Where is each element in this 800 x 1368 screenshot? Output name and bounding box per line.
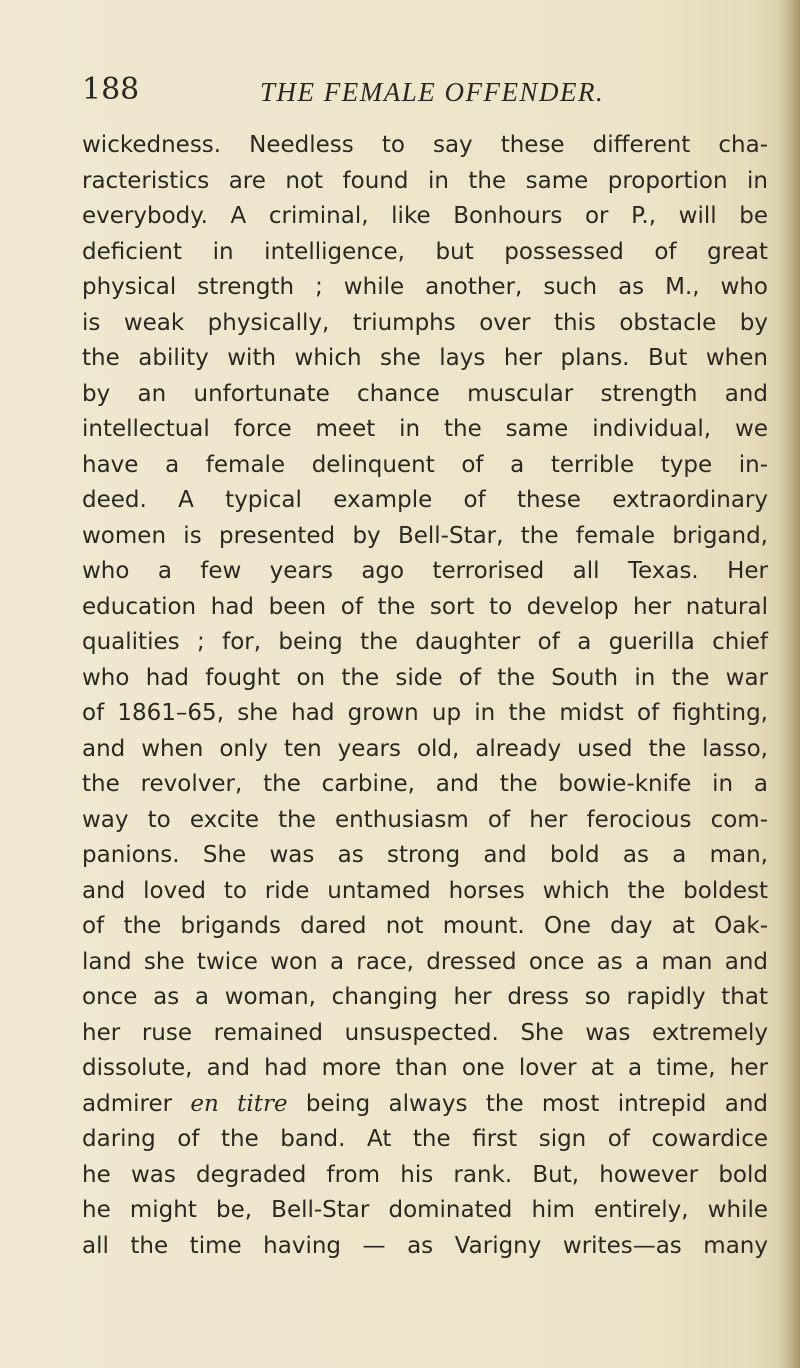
text-line: qualities ; for, being the daughter of a guerilla chief [82, 629, 768, 655]
running-head: THE FEMALE OFFENDER. [260, 77, 605, 107]
text-line-with-italic [82, 1087, 768, 1123]
text-line: who a few years ago terrorised all Texas. Her [82, 558, 768, 584]
page-edge-shadow [778, 0, 800, 1368]
page-header [82, 70, 772, 114]
text-line: of 1861–65, she had grown up in the midst of fighting, [82, 700, 768, 726]
text-line: dissolute, and had more than one lover at a time, her [82, 1055, 768, 1081]
page-number: 188 [82, 72, 140, 107]
text-line: and when only ten years old, already used the lasso, [82, 735, 768, 762]
text-line: everybody. A criminal, like Bonhours or P., will be [82, 203, 768, 229]
text-line: wickedness. Needless to say these different cha- [82, 132, 768, 158]
text-line: education had been of the sort to develop her natural [82, 593, 768, 620]
text-line: her ruse remained unsuspected. She was extremely [82, 1019, 768, 1046]
text-segment: admirer [82, 1090, 191, 1117]
text-line: women is presented by Bell-Star, the female brigand, [82, 522, 768, 549]
text-line: daring of the band. At the first sign of cowardice [82, 1126, 768, 1152]
text-line: all the time having — as Varigny writes—as many [82, 1232, 768, 1259]
text-line: of the brigands dared not mount. One day at Oak- [82, 913, 768, 939]
text-line: he was degraded from his rank. But, however bold [82, 1161, 768, 1188]
text-line: he might be, Bell-Star dominated him entirely, while [82, 1197, 768, 1223]
text-line: by an unfortunate chance muscular strength and [82, 380, 768, 407]
text-line: is weak physically, triumphs over this obstacle by [82, 309, 768, 336]
text-line: deed. A typical example of these extraordinary [82, 487, 768, 513]
text-line: land she twice won a race, dressed once as a man and [82, 948, 768, 975]
italic-phrase: en titre [190, 1090, 288, 1117]
text-line: who had fought on the side of the South in the war [82, 664, 768, 691]
text-segment: being always the most intrepid and [287, 1090, 768, 1117]
text-line: the revolver, the carbine, and the bowie-knife in a [82, 771, 768, 797]
text-line: have a female delinquent of a terrible type in- [82, 451, 768, 478]
text-line: deficient in intelligence, but possessed of great [82, 238, 768, 265]
text-line: and loved to ride untamed horses which the boldest [82, 877, 768, 904]
text-line: physical strength ; while another, such as M., who [82, 274, 768, 300]
text-line: once as a woman, changing her dress so rapidly that [82, 984, 768, 1010]
text-line: racteristics are not found in the same proportion in [82, 167, 768, 194]
text-line: intellectual force meet in the same individual, we [82, 416, 768, 442]
text-line: way to excite the enthusiasm of her ferocious com- [82, 806, 768, 833]
text-line: panions. She was as strong and bold as a man, [82, 842, 768, 868]
text-line: the ability with which she lays her plans. But when [82, 345, 768, 371]
body-text [82, 128, 768, 1264]
